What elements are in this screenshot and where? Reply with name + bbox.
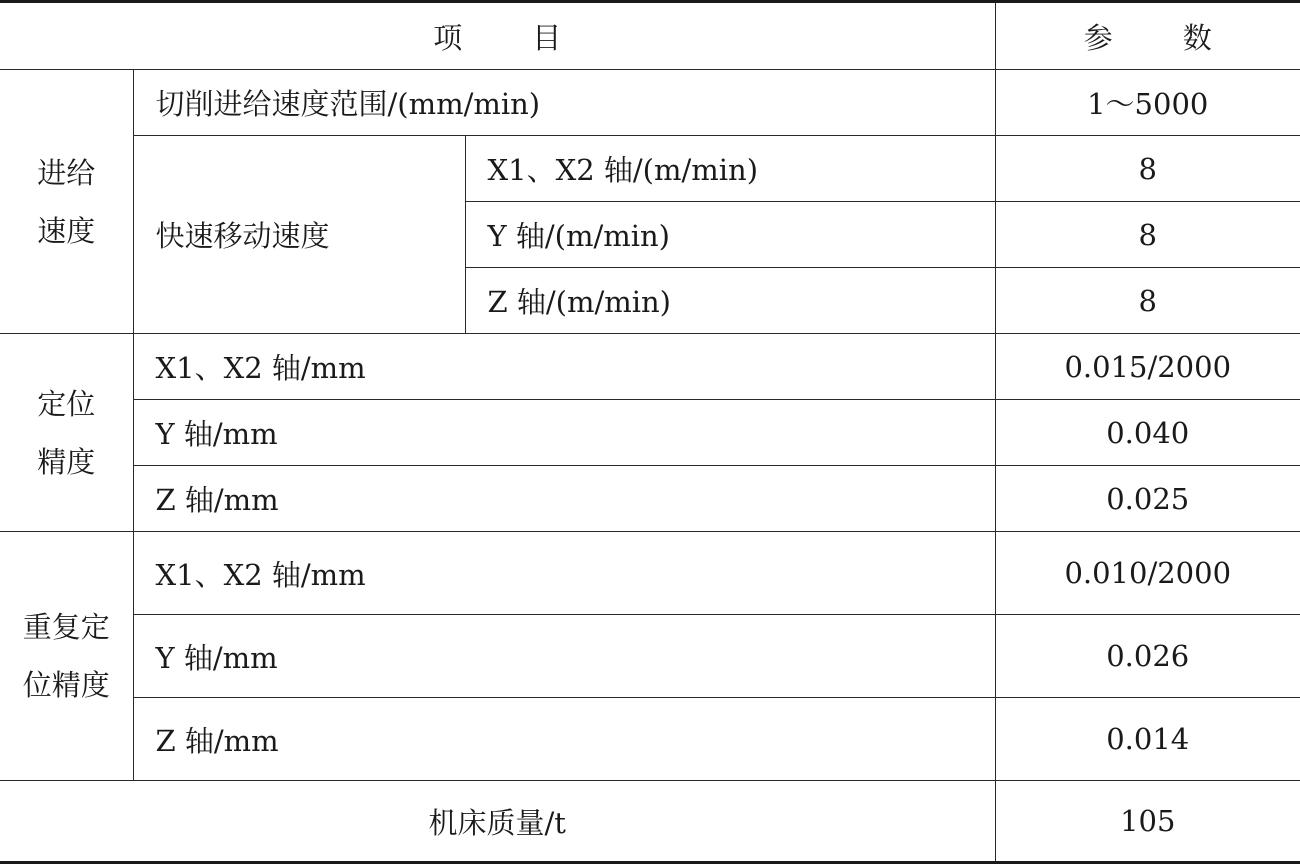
- rapid-move-label: 快速移动速度: [133, 136, 465, 334]
- group-label-feed-speed: [0, 70, 133, 334]
- rapid-axis-value: 8: [995, 202, 1300, 268]
- header-param-char1: 参: [1083, 20, 1113, 55]
- rapid-axis-value: 8: [995, 268, 1300, 334]
- group-label-repeat-positioning: [0, 532, 133, 781]
- positioning-axis-value: 0.040: [995, 400, 1300, 466]
- table-row: [0, 698, 1300, 781]
- rapid-axis-label: Y 轴/(m/min): [465, 202, 995, 268]
- table-row: [0, 70, 1300, 136]
- repeat-axis-label: Z 轴/mm: [133, 698, 995, 781]
- table-row: [0, 466, 1300, 532]
- group-label-line: 定位: [37, 386, 96, 421]
- header-item-cell: [0, 2, 995, 70]
- repeat-axis-label: Y 轴/mm: [133, 615, 995, 698]
- repeat-axis-value: 0.010/2000: [995, 532, 1300, 615]
- header-row: [0, 2, 1300, 70]
- header-param-cell: [995, 2, 1300, 70]
- table-row: [0, 334, 1300, 400]
- header-item-char1: 项: [433, 20, 463, 55]
- mass-label: 机床质量/t: [0, 781, 995, 863]
- mass-value: 105: [995, 781, 1300, 863]
- repeat-axis-label: X1、X2 轴/mm: [133, 532, 995, 615]
- positioning-axis-label: Y 轴/mm: [133, 400, 995, 466]
- header-item-char2: 目: [532, 20, 562, 55]
- rapid-axis-value: 8: [995, 136, 1300, 202]
- positioning-axis-label: Z 轴/mm: [133, 466, 995, 532]
- repeat-axis-value: 0.026: [995, 615, 1300, 698]
- cutting-feed-label: 切削进给速度范围/(mm/min): [133, 70, 995, 136]
- repeat-axis-value: 0.014: [995, 698, 1300, 781]
- table-row: [0, 615, 1300, 698]
- positioning-axis-value: 0.025: [995, 466, 1300, 532]
- positioning-axis-value: 0.015/2000: [995, 334, 1300, 400]
- rapid-axis-label: Z 轴/(m/min): [465, 268, 995, 334]
- group-label-line: 速度: [37, 213, 96, 248]
- header-param-char2: 数: [1182, 20, 1212, 55]
- cutting-feed-value: 1～5000: [995, 70, 1300, 136]
- group-label-line: 进给: [37, 155, 96, 190]
- table-row: [0, 781, 1300, 863]
- group-label-positioning: [0, 334, 133, 532]
- table-row: [0, 400, 1300, 466]
- table-row: [0, 136, 1300, 202]
- group-label-line: 重复定: [22, 610, 110, 644]
- positioning-axis-label: X1、X2 轴/mm: [133, 334, 995, 400]
- rapid-axis-label: X1、X2 轴/(m/min): [465, 136, 995, 202]
- group-label-line: 精度: [37, 444, 96, 479]
- group-label-line: 位精度: [22, 668, 110, 702]
- table-row: [0, 532, 1300, 615]
